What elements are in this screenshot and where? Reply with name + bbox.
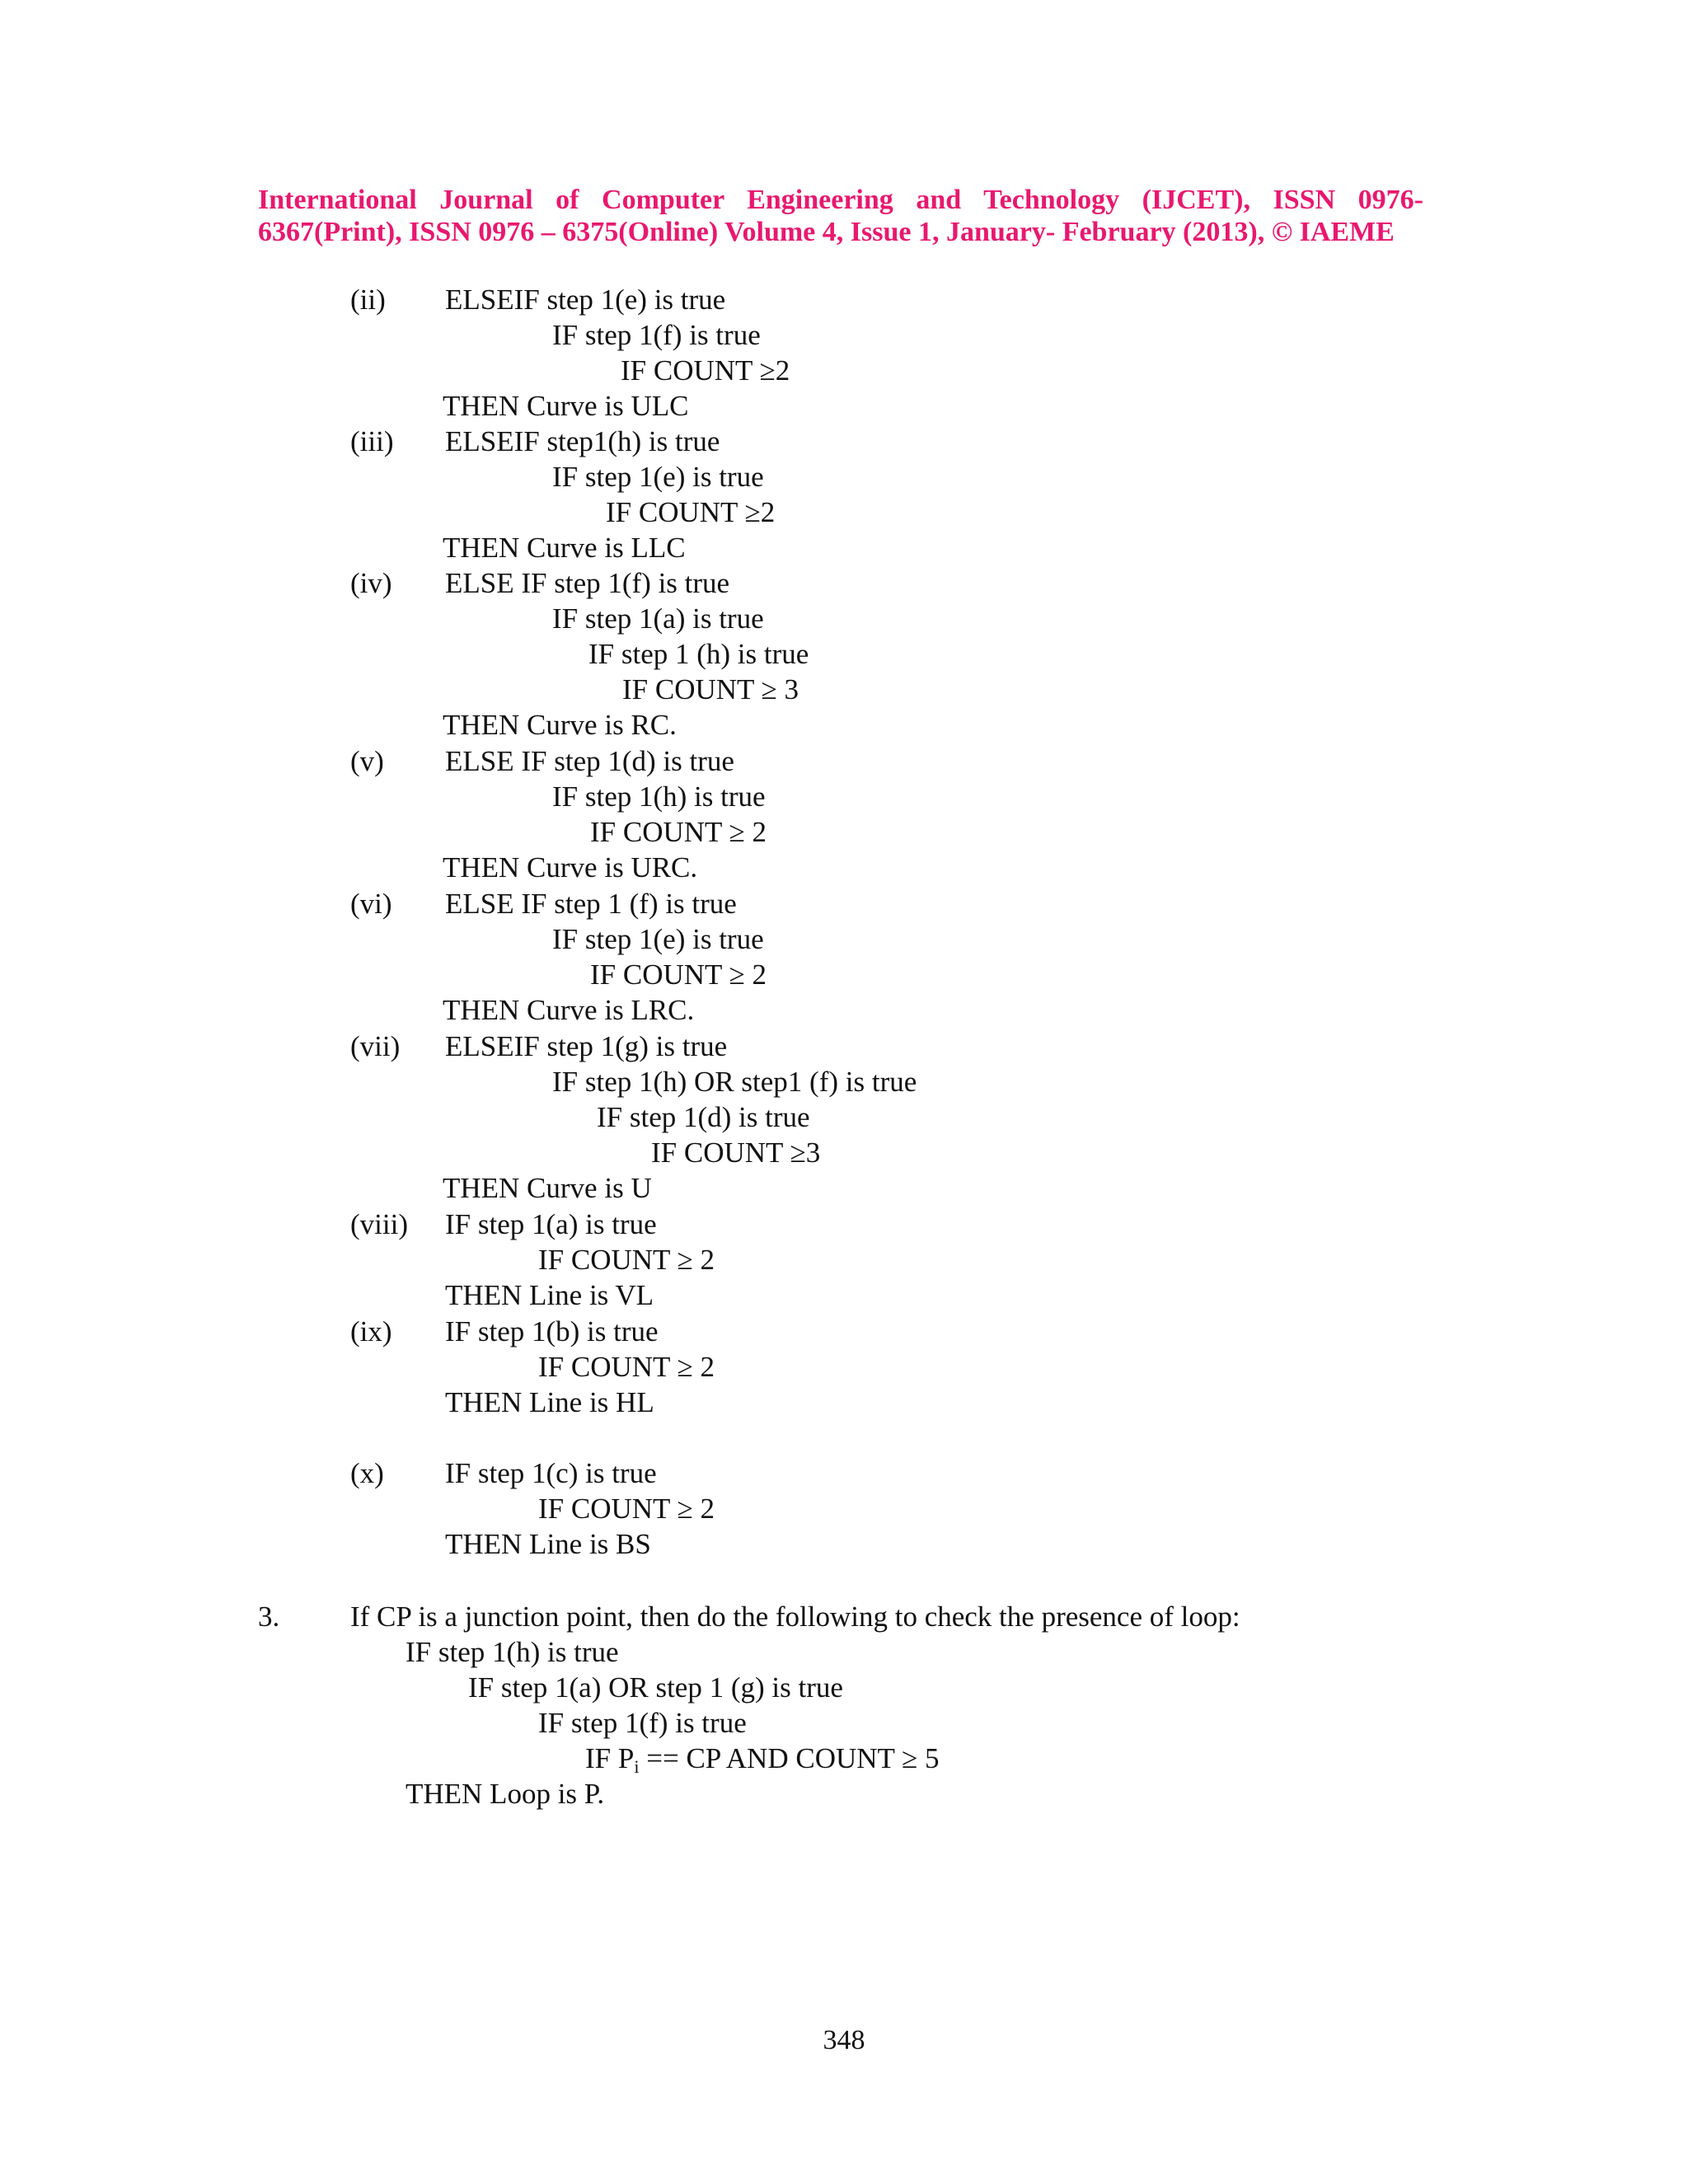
condition-subscript: i: [634, 1756, 640, 1777]
rule-label: (vii): [350, 1030, 401, 1062]
rule-line: IF COUNT ≥ 2: [538, 1493, 715, 1525]
rule-label: (iii): [350, 425, 394, 457]
rule-line: ELSEIF step 1(e) is true: [445, 284, 726, 316]
rule-line: IF COUNT ≥ 2: [590, 816, 767, 848]
rule-line: IF COUNT ≥ 2: [538, 1351, 715, 1383]
rule-line: IF COUNT ≥2: [621, 354, 790, 387]
step-intro: If CP is a junction point, then do the following to check the presence of loop:: [350, 1601, 1240, 1633]
rule-line: THEN Curve is RC.: [443, 709, 677, 741]
rule-line: IF step 1(f) is true: [552, 319, 761, 351]
journal-header-line-1: International Journal of Computer Engineering and Technology (IJCET), ISSN 0976-: [258, 185, 1423, 215]
step-number: 3.: [258, 1601, 280, 1633]
rule-label: (viii): [350, 1208, 408, 1240]
journal-header-line-2: 6367(Print), ISSN 0976 – 6375(Online) Volume 4, Issue 1, January- February (2013), © IAEME: [258, 217, 1395, 247]
rule-line: THEN Line is BS: [445, 1528, 651, 1560]
rule-line: IF step 1(a) is true: [445, 1208, 657, 1240]
rule-label: (v): [350, 745, 384, 777]
rule-line: IF COUNT ≥ 2: [538, 1244, 715, 1276]
rule-line: IF step 1(e) is true: [552, 923, 764, 955]
rule-line: IF step 1(a) is true: [552, 602, 764, 635]
condition-suffix: == CP AND COUNT ≥ 5: [639, 1742, 940, 1774]
rule-line: THEN Curve is ULC: [443, 390, 689, 422]
rule-label: (ii): [350, 284, 386, 316]
rule-label: (vi): [350, 888, 392, 920]
rule-line: IF COUNT ≥2: [606, 496, 776, 528]
page-number: 348: [823, 2025, 865, 2055]
rule-line: IF step 1(h) OR step1 (f) is true: [552, 1066, 917, 1098]
rule-line: IF step 1(b) is true: [445, 1315, 659, 1347]
rule-line: THEN Line is HL: [445, 1386, 654, 1418]
rule-line: IF COUNT ≥ 2: [590, 958, 767, 991]
rule-line: ELSE IF step 1 (f) is true: [445, 888, 737, 920]
step-line: IF step 1(a) OR step 1 (g) is true: [468, 1671, 843, 1704]
rule-line: IF COUNT ≥3: [651, 1137, 821, 1169]
step-line: IF step 1(h) is true: [406, 1636, 619, 1668]
rule-label: (x): [350, 1457, 384, 1489]
rule-line: ELSEIF step 1(g) is true: [445, 1030, 728, 1062]
rule-line: THEN Curve is LLC: [443, 532, 686, 564]
rule-line: ELSE IF step 1(f) is true: [445, 567, 730, 599]
rule-line: ELSEIF step1(h) is true: [445, 425, 720, 457]
rule-line: IF step 1(e) is true: [552, 461, 764, 493]
rule-label: (ix): [350, 1315, 392, 1347]
rule-line: IF step 1(d) is true: [597, 1101, 810, 1133]
rule-line: IF COUNT ≥ 3: [622, 673, 799, 705]
rule-line: THEN Curve is U: [443, 1172, 652, 1204]
rule-line: ELSE IF step 1(d) is true: [445, 745, 734, 777]
step-conclusion: THEN Loop is P.: [406, 1778, 605, 1810]
condition-prefix: IF P: [585, 1742, 635, 1774]
rule-line: THEN Curve is LRC.: [443, 994, 695, 1026]
rule-line: IF step 1 (h) is true: [588, 638, 809, 670]
rule-line: IF step 1(c) is true: [445, 1457, 657, 1489]
step-line: IF step 1(f) is true: [538, 1707, 747, 1739]
rule-line: THEN Line is VL: [445, 1279, 654, 1311]
rule-line: THEN Curve is URC.: [443, 851, 698, 883]
rule-label: (iv): [350, 567, 392, 599]
rule-line: IF step 1(h) is true: [552, 780, 766, 813]
step-final-condition: [585, 1744, 939, 1776]
